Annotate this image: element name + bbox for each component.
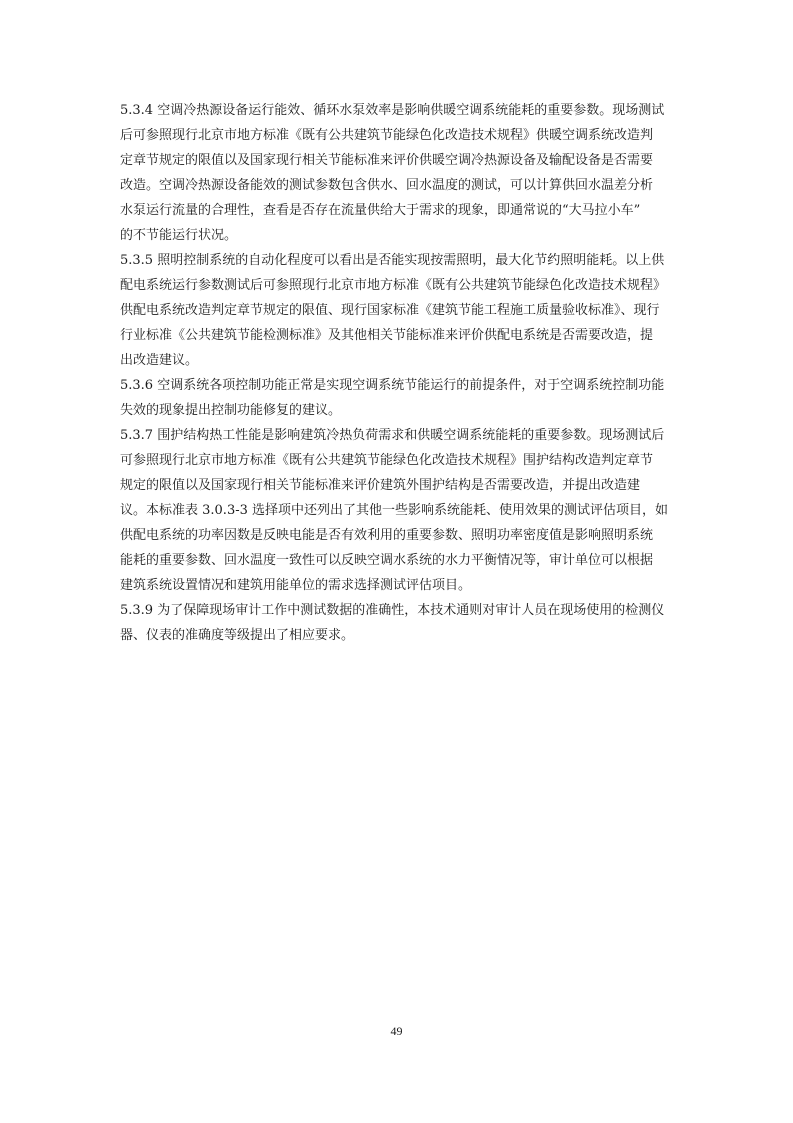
text-line: 器、仪表的准确度等级提出了相应要求。 xyxy=(120,628,355,643)
text-line: 5.3.6 空调系统各项控制功能正常是实现空调系统节能运行的前提条件，对于空调系统控制功能 xyxy=(120,378,665,393)
clause-5-3-6 xyxy=(120,373,680,423)
text-line: 供配电系统的功率因数是反映电能是否有效利用的重要参数、照明功率密度值是影响照明系统 xyxy=(120,528,654,543)
text-line: 5.3.7 围护结构热工性能是影响建筑冷热负荷需求和供暖空调系统能耗的重要参数。现场测试后 xyxy=(120,428,665,443)
page-number: 49 xyxy=(390,1024,403,1038)
text-line: 能耗的重要参数、回水温度一致性可以反映空调水系统的水力平衡情况等，审计单位可以根据 xyxy=(120,553,654,568)
clause-5-3-5 xyxy=(120,248,680,373)
document-body xyxy=(120,98,680,648)
text-line: 供配电系统改造判定章节规定的限值、现行国家标准《建筑节能工程施工质量验收标准》、现行 xyxy=(120,303,660,318)
text-line: 可参照现行北京市地方标准《既有公共建筑节能绿色化改造技术规程》围护结构改造判定章节 xyxy=(120,453,654,468)
text-line: 议。本标准表 3.0.3-3 选择项中还列出了其他一些影响系统能耗、使用效果的测试评估项目，如 xyxy=(120,503,669,518)
text-line: 水泵运行流量的合理性，查看是否存在流量供给大于需求的现象，即通常说的“大马拉小车” xyxy=(120,203,641,218)
text-line: 后可参照现行北京市地方标准《既有公共建筑节能绿色化改造技术规程》供暖空调系统改造判 xyxy=(120,128,654,143)
text-line: 5.3.5 照明控制系统的自动化程度可以看出是否能实现按需照明，最大化节约照明能耗。以上供 xyxy=(120,253,665,268)
text-line: 建筑系统设置情况和建筑用能单位的需求选择测试评估项目。 xyxy=(120,578,472,593)
text-line: 的不节能运行状况。 xyxy=(120,228,238,243)
text-line: 5.3.9 为了保障现场审计工作中测试数据的准确性，本技术通则对审计人员在现场使用的检测仪 xyxy=(120,603,665,618)
clause-5-3-4 xyxy=(120,98,680,248)
clause-5-3-9 xyxy=(120,598,680,648)
text-line: 行业标准《公共建筑节能检测标准》及其他相关节能标准来评价供配电系统是否需要改造，提 xyxy=(120,328,654,343)
text-line: 配电系统运行参数测试后可参照现行北京市地方标准《既有公共建筑节能绿色化改造技术规程》 xyxy=(120,278,667,293)
clause-5-3-7 xyxy=(120,423,680,598)
text-line: 失效的现象提出控制功能修复的建议。 xyxy=(120,403,342,418)
text-line: 规定的限值以及国家现行相关节能标准来评价建筑外围护结构是否需要改造，并提出改造建 xyxy=(120,478,641,493)
text-line: 5.3.4 空调冷热源设备运行能效、循环水泵效率是影响供暖空调系统能耗的重要参数。现场测试 xyxy=(120,103,665,118)
text-line: 改造。空调冷热源设备能效的测试参数包含供水、回水温度的测试，可以计算供回水温差分析 xyxy=(120,178,654,193)
text-line: 定章节规定的限值以及国家现行相关节能标准来评价供暖空调冷热源设备及输配设备是否需要 xyxy=(120,153,654,168)
text-line: 出改造建议。 xyxy=(120,353,199,368)
